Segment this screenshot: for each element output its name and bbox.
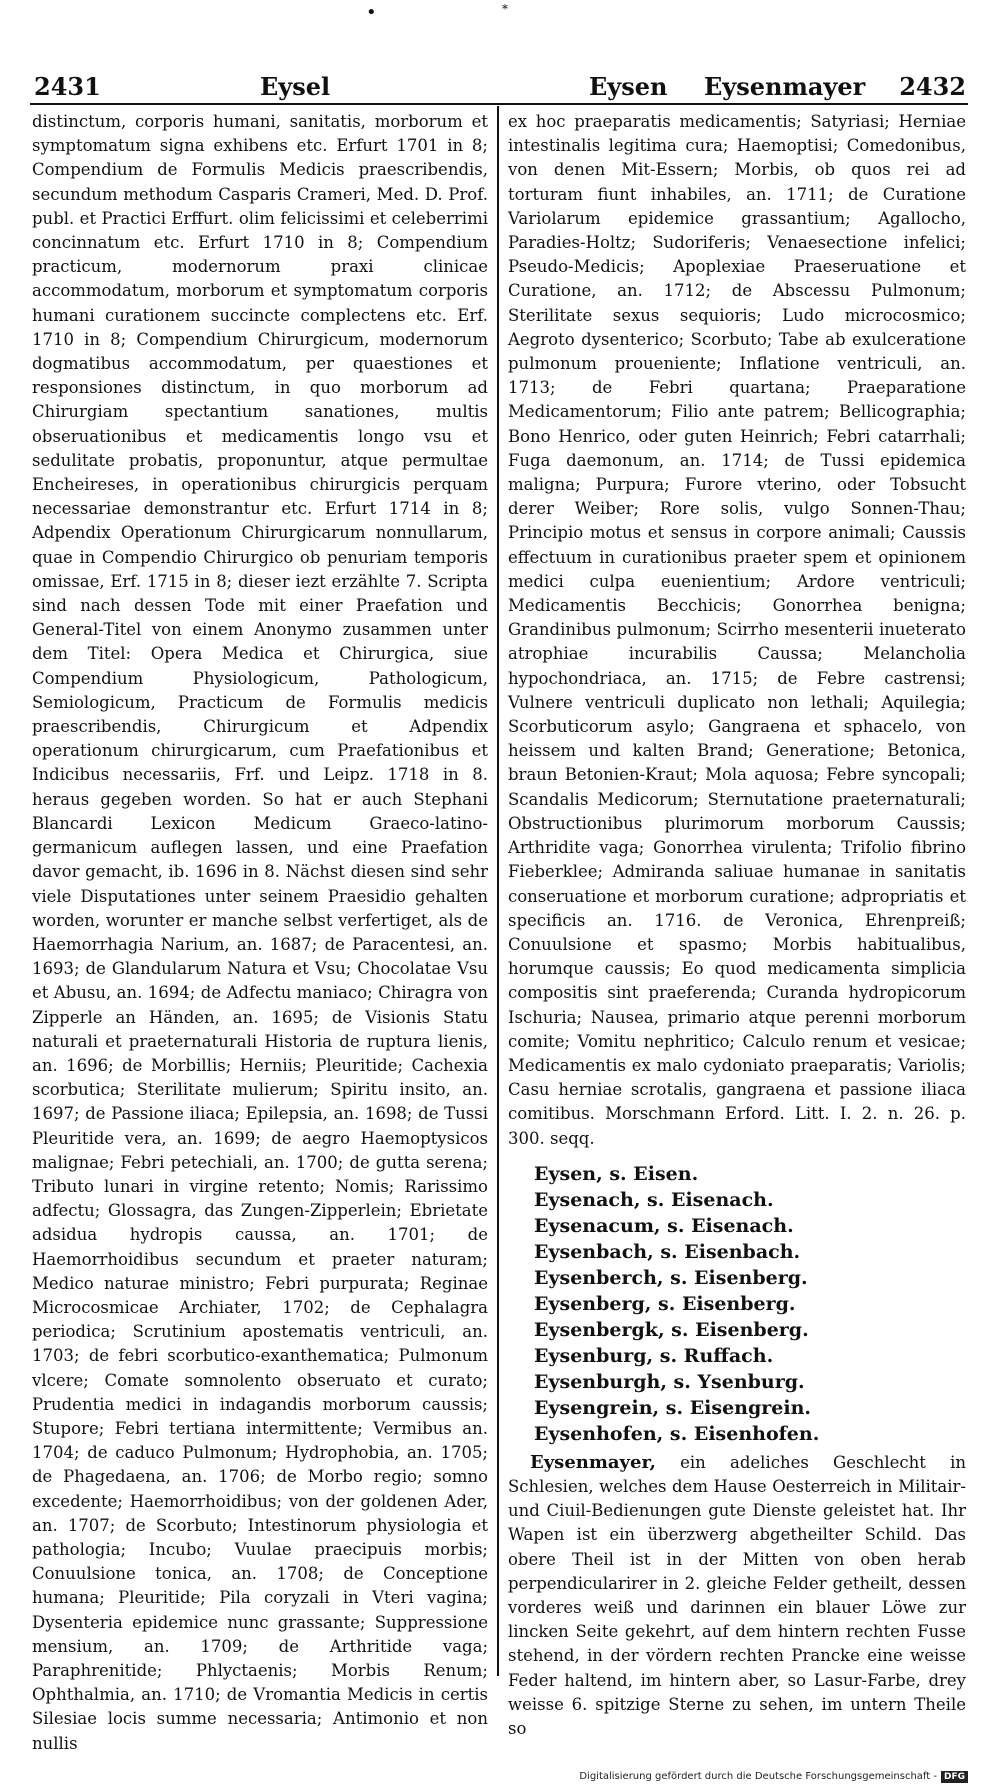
cross-reference-list <box>534 1161 966 1447</box>
right-column <box>508 110 966 1738</box>
column-divider <box>497 106 499 1676</box>
right-page-number: 2432 <box>899 72 966 101</box>
entry-headword: Eysenmayer, <box>530 1451 656 1473</box>
cross-reference: Eysenberg, s. Eisenberg. <box>534 1292 796 1315</box>
printer-mark-dot: • <box>366 2 377 23</box>
header-rule <box>30 103 968 105</box>
credit-text: Digitalisierung gefördert durch die Deutsche Forschungsgemeinschaft - <box>579 1771 937 1782</box>
left-page-number: 2431 <box>34 72 101 101</box>
page-header <box>34 72 966 102</box>
entry-text: ein adeliches Geschlecht in Schlesien, welches dem Hause Oesterreich in Militair- und Ciuil-Bedienungen gute Dienste geleistet hat. Ihr Wapen ist ein überzwerg abgetheilter Schild. Das obere Theil ist in der Mitten von oben herab perpendicularirer in 2. gleiche Felder getheilt, dessen vorderes weiß und darinnen ein blauer Löwe zur lincken Seite gekehrt, auf dem hintern rechten Fusse stehend, in der vördern rechten Prancke eine weisse Feder haltend, im hintern aber, so Lasur-Farbe, drey weisse 6. spitzige Sterne zu sehen, im untern Theile so <box>508 1452 966 1738</box>
cross-reference: Eysen, s. Eisen. <box>534 1162 699 1185</box>
cross-reference: Eysenbach, s. Eisenbach. <box>534 1240 801 1263</box>
digitization-credit <box>579 1771 968 1783</box>
printer-mark-star: * <box>502 2 508 16</box>
dfg-logo: DFG <box>941 1771 968 1783</box>
cross-reference: Eysenach, s. Eisenach. <box>534 1188 774 1211</box>
left-column <box>32 110 488 1753</box>
cross-reference: Eysenburg, s. Ruffach. <box>534 1344 774 1367</box>
cross-reference: Eysenberch, s. Eisenberg. <box>534 1266 808 1289</box>
right-running-head-last: Eysenmayer <box>704 72 866 101</box>
cross-reference: Eysengrein, s. Eisengrein. <box>534 1396 812 1419</box>
cross-reference: Eysenbergk, s. Eisenberg. <box>534 1318 809 1341</box>
left-column-text: distinctum, corporis humani, sanitatis, morborum et symptomatum signa exhibens etc. Erfurt 1701 in 8; Compendium de Formulis Medicis praescribendis, secundum methodum Casparis Crameri, Med. D. Prof. publ. et Practici Erffurt. olim felicissimi et celeberrimi concinnatum etc. Erfurt 1710 in 8; Compendium practicum, modernorum praxi clinicae accommodatum, morborum et symptomatum corporis humani curationem succincte complectens etc. Erf. 1710 in 8; Compendium Chirurgicum, modernorum dogmatibus accommodatum, per quaestiones et responsiones distinctum, in quo morborum ad Chirurgiam spectantium sanationes, multis obseruationibus et medicamentis longo vsu et sedulitate probatis, proponuntur, atque permultae Encheireses, in operationibus chirurgicis perquam necessariae demonstrantur etc. Erfurt 1714 in 8; Adpendix Operationum Chirurgicarum nonnullarum, quae in Compendio Chirurgico ob penuriam temporis omissae, Erf. 1715 in 8; dieser iezt erzählte 7. Scripta sind nach dessen Tode mit einer Praefation und General-Titel von einem Anonymo zusammen unter dem Titel: Opera Medica et Chirurgica, siue Compendium Physiologicum, Pathologicum, Semiologicum, Practicum de Formulis medicis praescribendis, Chirurgicum et Adpendix operationum chirurgicarum, cum Praefationibus et Indicibus necessariis, Frf. und Leipz. 1718 in 8. heraus gegeben worden. So hat er auch Stephani Blancardi Lexicon Medicum Graeco-latino-germanicum auflegen lassen, und eine Praefation davor gemacht, ib. 1696 in 8. Nächst diesen sind sehr viele Disputationes unter seinem Praesidio gehalten worden, worunter er manche selbst verfertiget, als de Haemorrhagia Narium, an. 1687; de Paracentesi, an. 1693; de Glandularum Natura et Vsu; Chocolatae Vsu et Abusu, an. 1694; de Adfectu maniaco; Chiragra von Zipperle an Händen, an. 1695; de Visionis Statu naturali et praeternaturali Historia de ruptura lienis, an. 1696; de Morbillis; Herniis; Pleuritide; Cachexia scorbutica; Sterilitate mulierum; Spiritu insito, an. 1697; de Passione iliaca; Epilepsia, an. 1698; de Tussi Pleuritide vera, an. 1699; de aegro Haemoptysicos malignae; Febri petechiali, an. 1700; de gutta serena; Tributo lunari in virgine retento; Nomis; Rarissimo adfectu; Glossagra, das Zungen-Zipperlein; Ebrietate adsidua hydropis caussa, an. 1701; de Haemorrhoidibus secundum et praeter naturam; Medico naturae ministro; Febri purpurata; Reginae Microcosmicae Archiater, 1702; de Cephalagra periodica; Scrutinium apostematis ventriculi, an. 1703; de febri scorbutico-exanthematica; Pulmonum vlcere; Comate somnolento obseruato et curato; Prudentia medici in indagandis morborum caussis; Stupore; Febri tertiana intermittente; Vermibus an. 1704; de caduco Pulmonum; Hydrophobia, an. 1705; de Phagedaena, an. 1706; de Morbo regio; somno excedente; Haemorrhoidibus; von der goldenen Ader, an. 1707; de Scorbuto; Intestinorum physiologia et pathologia; Incubo; Vuulae praecipuis morbis; Conuulsione tonica, an. 1708; de Conceptione humana; Pleuritide; Pila coryzali in Vteri vagina; Dysenteria epidemice nunc grassante; Suppressione mensium, an. 1709; de Arthritide vaga; Paraphrenitide; Phlyctaenis; Morbis Renum; Ophthalmia, an. 1710; de Vromantia Medicis in certis Silesiae locis summe necessaria; Antimonio et non nullis <box>32 112 488 1753</box>
right-running-head-first: Eysen <box>589 72 668 101</box>
right-column-text: ex hoc praeparatis medicamentis; Satyriasi; Herniae intestinalis legitima cura; Haemoptisi; Comedonibus, von denen Mit-Essern; Morbis, ob quos rei ad torturam fiunt inhabiles, an. 1711; de Curatione Variolarum epidemice grassantium; Agallocho, Paradies-Holtz; Sudoriferis; Venaesectione infelici; Pseudo-Medicis; Apoplexiae Praeseruatione et Curatione, an. 1712; de Abscessu Pulmonum; Sterilitate sexus sequioris; Ludo microcosmico; Aegroto dysenterico; Scorbuto; Tabe ab exulceratione pulmonum proueniente; Inflatione ventriculi, an. 1713; de Febri quartana; Praeparatione Medicamentorum; Filio ante patrem; Bellicographia; Bono Henrico, oder guten Heinrich; Febri catarrhali; Fuga daemonum, an. 1714; de Tussi epidemica maligna; Purpura; Furore vterino, oder Tobsucht derer Weiber; Rore solis, vulgo Sonnen-Thau; Principio motus et sensus in corpore animali; Caussis effectuum in curationibus praeter spem et opinionem medici culpa euenientium; Ardore ventriculi; Medicamentis Becchicis; Gonorrhea benigna; Grandinibus pulmonum; Scirrho mesenterii inueterato atrophiae incurabilis Caussa; Melancholia hypochondriaca, an. 1715; de Febre castrensi; Vulnere ventriculi duplicato non lethali; Aquilegia; Scorbuticorum asylo; Gangraena et sphacelo, von heissem und kalten Brand; Generatione; Betonica, braun Betonien-Kraut; Mola aquosa; Febre syncopali; Scandalis Medicorum; Sternutatione praeternaturali; Obstructionibus plurimorum morborum Caussis; Arthridite vaga; Gonorrhea virulenta; Trifolio fibrino Fieberklee; Admiranda saliuae humanae in sanitatis conseruatione et morborum curatione; adpropriatis et specificis an. 1716. de Veronica, Ehrenpreiß; Conuulsione et spasmo; Morbis habitualibus, horumque caussis; Eo quod medicamenta simplicia compositis sint praeferenda; Curanda hydropicorum Ischuria; Nausea, primario atque perenni morborum comite; Vomitu nephritico; Calculo renum et vesicae; Medicamentis ex malo cydoniato praeparatis; Variolis; Casu herniae scrotalis, gangraena et passione iliaca comitibus. Morschmann Erford. Litt. I. 2. n. 26. p. 300. seqq. <box>508 112 966 1148</box>
dictionary-entry <box>508 1451 966 1741</box>
cross-reference: Eysenacum, s. Eisenach. <box>534 1214 794 1237</box>
left-running-head: Eysel <box>260 72 331 101</box>
cross-reference: Eysenhofen, s. Eisenhofen. <box>534 1422 820 1445</box>
cross-reference: Eysenburgh, s. Ysenburg. <box>534 1370 805 1393</box>
